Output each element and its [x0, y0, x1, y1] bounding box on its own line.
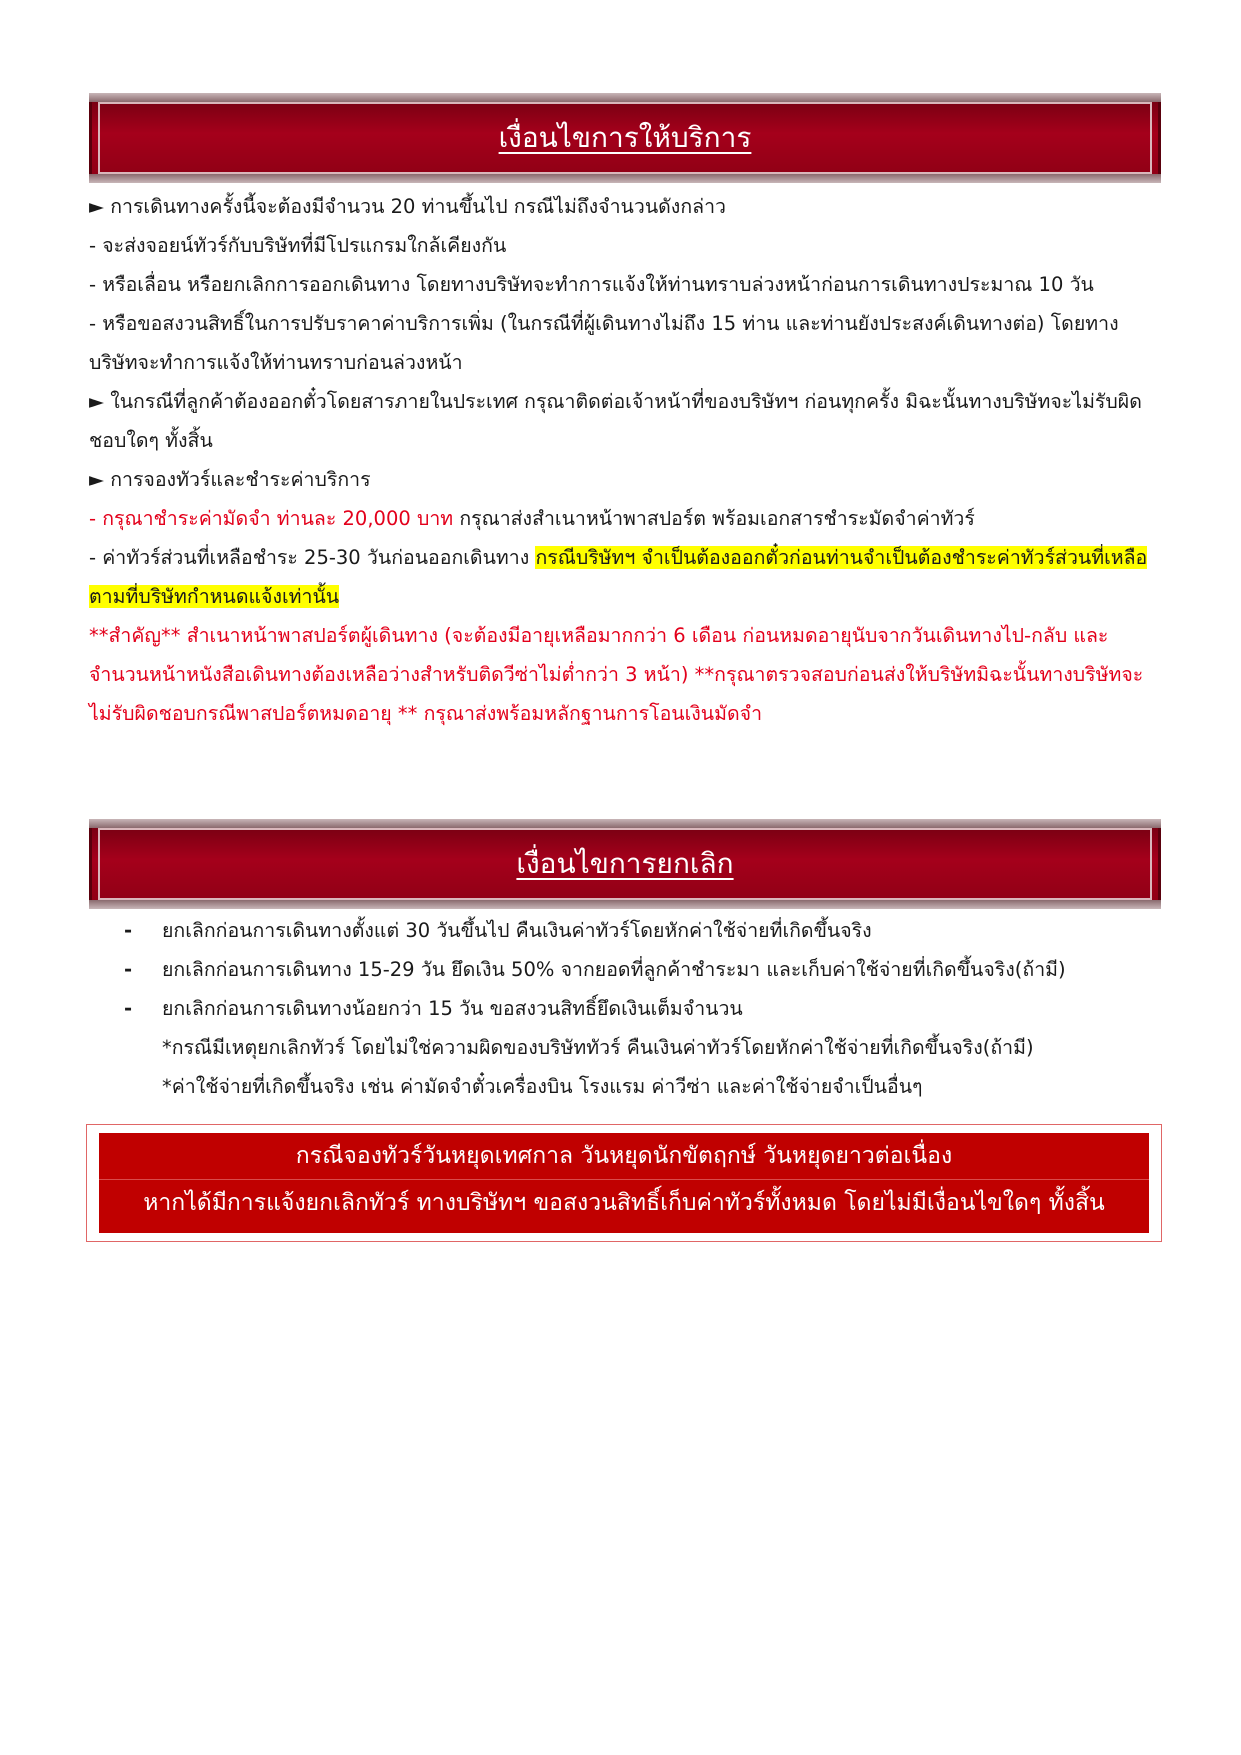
holiday-notice-line-1: กรณีจองทัวร์วันหยุดเทศกาล วันหยุดนักขัตฤกษ์ วันหยุดยาวต่อเนื่อง [99, 1133, 1149, 1180]
list-item [120, 989, 1160, 1028]
service-conditions-title: เงื่อนไขการให้บริการ [498, 121, 752, 154]
balance-text: - ค่าทัวร์ส่วนที่เหลือชำระ 25-30 วันก่อนออกเดินทาง [89, 546, 536, 569]
balance-highlight: กรณีบริษัทฯ จำเป็นต้องออกตั๋วก่อนท่านจำเป็นต้องชำระค่าทัวร์ส่วนที่เหลือตามที่บริษัทกำหนดแจ้งเท่านั้น [89, 546, 1148, 608]
deposit-line [89, 499, 1159, 538]
cancel-item-text: ยกเลิกก่อนการเดินทาง 15-29 วัน ยึดเงิน 50% จากยอดที่ลูกค้าชำระมา และเก็บค่าใช้จ่ายที่เกิดขึ้นจริง(ถ้ามี) [162, 958, 1066, 981]
list-note [120, 1028, 1160, 1067]
cancellation-list [120, 911, 1160, 1106]
service-line: - หรือเลื่อน หรือยกเลิกการออกเดินทาง โดยทางบริษัทจะทำการแจ้งให้ท่านทราบล่วงหน้าก่อนการเดินทางประมาณ 10 วัน [89, 273, 1094, 296]
holiday-notice-line-2: หากได้มีการแจ้งยกเลิกทัวร์ ทางบริษัทฯ ขอสงวนสิทธิ์เก็บค่าทัวร์ทั้งหมด โดยไม่มีเงื่อนไขใดๆ ทั้งสิ้น [143, 1190, 1105, 1216]
service-line: - จะส่งจอยน์ทัวร์กับบริษัทที่มีโปรแกรมใกล้เคียงกัน [89, 234, 507, 257]
deposit-amount: - กรุณาชำระค่ามัดจำ ท่านละ 20,000 บาท [89, 507, 454, 530]
holiday-notice-panel [99, 1133, 1149, 1233]
cancel-note-text: *กรณีมีเหตุยกเลิกทัวร์ โดยไม่ใช่ความผิดของบริษัททัวร์ คืนเงินค่าทัวร์โดยหักค่าใช้จ่ายที่เกิดขึ้นจริง(ถ้ามี) [162, 1036, 1034, 1059]
cancellation-conditions-banner [89, 819, 1161, 909]
cancel-item-text: ยกเลิกก่อนการเดินทางตั้งแต่ 30 วันขึ้นไป คืนเงินค่าทัวร์โดยหักค่าใช้จ่ายที่เกิดขึ้นจริง [162, 919, 872, 942]
list-note [120, 1067, 1160, 1106]
cancel-item-text: ยกเลิกก่อนการเดินทางน้อยกว่า 15 วัน ขอสงวนสิทธิ์ยึดเงินเต็มจำนวน [162, 997, 743, 1020]
cancellation-conditions-title: เงื่อนไขการยกเลิก [516, 847, 734, 880]
cancel-note-text: *ค่าใช้จ่ายที่เกิดขึ้นจริง เช่น ค่ามัดจำตั๋วเครื่องบิน โรงแรม ค่าวีซ่า และค่าใช้จ่ายจำเป็นอื่นๆ [162, 1075, 923, 1098]
service-line: ► การจองทัวร์และชำระค่าบริการ [89, 468, 371, 491]
dash-bullet: - [124, 997, 133, 1020]
important-note: **สำคัญ** สำเนาหน้าพาสปอร์ตผู้เดินทาง (จะต้องมีอายุเหลือมากกว่า 6 เดือน ก่อนหมดอายุนับจากวันเดินทางไป-กลับ และจำนวนหน้าหนังสือเดินทางต้องเหลือว่างสำหรับติดวีซ่าไม่ต่ำกว่า 3 หน้า) **กรุณาตรวจสอบก่อนส่งให้บริษัทมิฉะนั้นทางบริษัทจะไม่รับผิดชอบกรณีพาสปอร์ตหมดอายุ ** กรุณาส่งพร้อมหลักฐานการโอนเงินมัดจำ [89, 624, 1144, 725]
dash-bullet: - [124, 958, 133, 981]
service-conditions-body [89, 187, 1159, 733]
service-line: ► ในกรณีที่ลูกค้าต้องออกตั๋วโดยสารภายในประเทศ กรุณาติดต่อเจ้าหน้าที่ของบริษัทฯ ก่อนทุกครั้ง มิฉะนั้นทางบริษัทจะไม่รับผิดชอบใดๆ ทั้งสิ้น [89, 390, 1142, 452]
deposit-instructions: กรุณาส่งสำเนาหน้าพาสปอร์ต พร้อมเอกสารชำระมัดจำค่าทัวร์ [453, 507, 975, 530]
service-line: ► การเดินทางครั้งนี้จะต้องมีจำนวน 20 ท่านขึ้นไป กรณีไม่ถึงจำนวนดังกล่าว [89, 195, 726, 218]
service-conditions-banner [89, 93, 1161, 183]
list-item [120, 950, 1160, 989]
holiday-notice-box [86, 1124, 1162, 1242]
dash-bullet: - [124, 919, 133, 942]
balance-line [89, 538, 1159, 616]
service-line: - หรือขอสงวนสิทธิ์ในการปรับราคาค่าบริการเพิ่ม (ในกรณีที่ผู้เดินทางไม่ถึง 15 ท่าน และท่านยังประสงค์เดินทางต่อ) โดยทางบริษัทจะทำการแจ้งให้ท่านทราบก่อนล่วงหน้า [89, 312, 1119, 374]
list-item [120, 911, 1160, 950]
